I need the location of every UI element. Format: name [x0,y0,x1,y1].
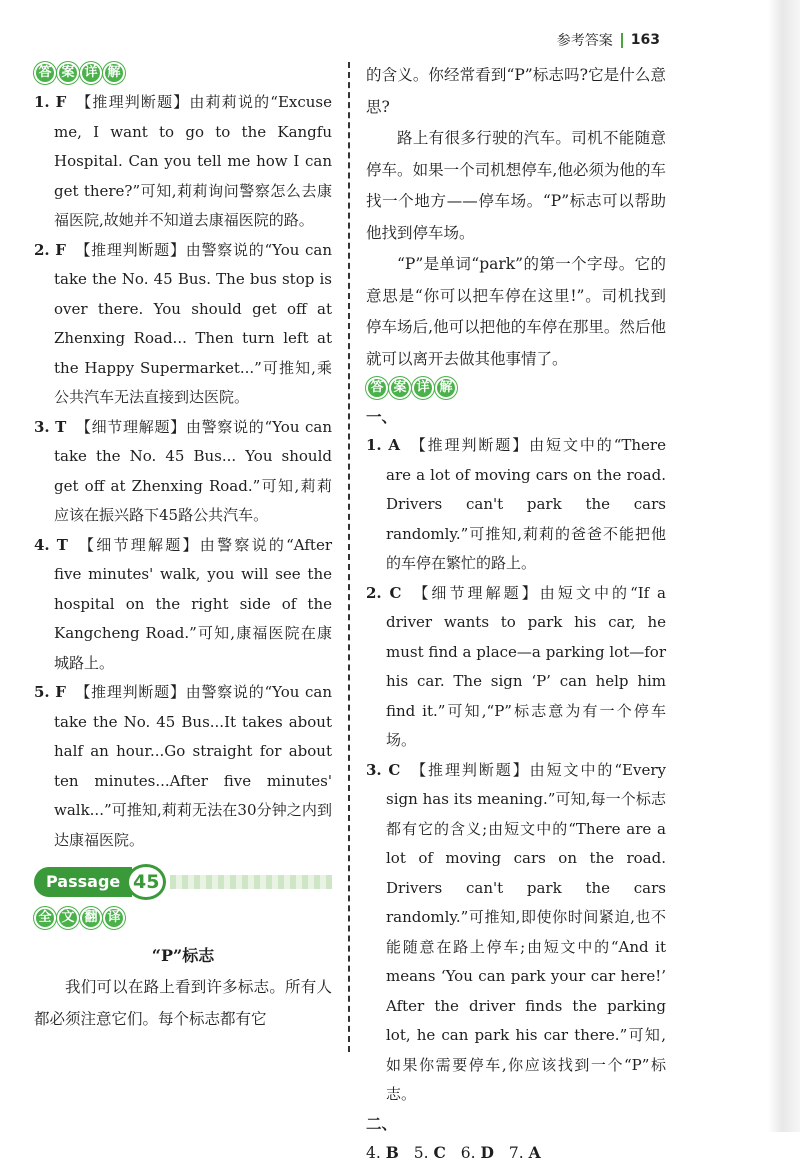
answers-tag-right [366,377,457,399]
item-answer: C [389,583,402,602]
page-number: 163 [630,32,660,48]
tag-char: 答 [34,62,56,84]
passage-banner-stripe [170,875,332,889]
item-explanation: 【推理判断题】由警察说的“You can take the No. 45 Bus. The bus stop is over there. You should get off at Zhenxing Road... Then turn left at the Happy Supermarket...”可推知,乘公共汽车无法直接到达医院。 [54,240,332,406]
answer-item [34,531,332,679]
answer-item [34,236,332,413]
tag-char: 详 [412,377,434,399]
item-answer: T [56,535,68,554]
header-section: 参考答案 [556,33,613,49]
item-answer: C [433,1142,446,1162]
item-answer: D [480,1142,494,1162]
answers-tag-left [34,62,125,84]
translation-paragraph: “P”是单词“park”的第一个字母。它的意思是“你可以把车停在这里!”。司机找到停车场后,他可以把他的车停在那里。然后他就可以离开去做其他事情了。 [366,255,666,368]
answer-item [34,88,332,236]
item-number: 1. [34,93,50,111]
tag-char: 详 [80,62,102,84]
item-number: 7. [508,1143,524,1162]
item-number: 3. [34,417,50,436]
item-explanation: 【细节理解题】由警察说的“You can take the No. 45 Bus... You should get off at Zhenxing Road.”可知,莉莉应该在振兴路下45路公共汽车。 [54,417,332,524]
item-explanation: 【细节理解题】由短文中的“If a driver wants to park his car, he must find a place—a parking lot—for his car. The sign ‘P’ can help him find it.”可知,“P”标志意为有一个停车场。 [386,583,666,749]
item-number: 2. [34,240,50,259]
answer-item [366,756,666,1110]
item-explanation: 【推理判断题】由警察说的“You can take the No. 45 Bus...It takes about half an hour...Go straight for about ten minutes...After five minutes' walk...”可推知,莉莉无法在30分钟之内到达康福医院。 [54,683,332,849]
item-number: 1. [366,436,382,454]
tag-char: 译 [103,907,125,929]
item-explanation: 【推理判断题】由短文中的“Every sign has its meaning.”可知,每一个标志都有它的含义;由短文中的“There are a lot of moving cars on the road. Drivers can't park the cars randomly.”可推知,即使你时间紧迫,也不能随意在路上停车;由短文中的“And it means ‘You can park your car here!’ After the driver finds the parking lot, he can park his car there.”可知,如果你需要停车,你应该找到一个“P”标志。 [386,760,666,1103]
item-number: 6. [460,1143,476,1162]
translation-title: “P”标志 [151,946,215,965]
item-explanation: 【推理判断题】由莉莉说的“Excuse me, I want to go to the Kangfu Hospital. Can you tell me how I can get there?”可知,莉莉询问警察怎么去康福医院,故她并不知道去康福医院的路。 [54,93,332,229]
page-header [557,30,660,50]
item-number: 5. [34,683,50,701]
item-number: 3. [366,760,382,779]
item-answer: A [528,1142,541,1162]
answer-item [34,413,332,531]
tag-char: 案 [389,377,411,399]
right-column [366,60,666,1168]
item-answer: A [388,436,400,454]
item-number: 4. [34,535,50,554]
answer-item [366,431,666,579]
item-answer: F [55,240,66,259]
passage-number: 45 [126,864,166,900]
section-two-heading: 二、 [366,1113,398,1133]
item-answer: F [55,93,67,111]
tag-char: 全 [34,907,56,929]
item-number: 4. [366,1143,381,1162]
section-one-heading: 一、 [366,407,398,426]
final-answers [366,1138,666,1168]
answer-item [34,678,332,855]
item-answer: T [55,417,67,436]
item-answer: F [55,683,66,701]
translation-paragraph: 路上有很多行驶的汽车。司机不能随意停车。如果一个司机想停车,他必须为他的车找一个地方——停车场。“P”标志可以帮助他找到停车场。 [366,129,666,242]
tag-char: 答 [366,377,388,399]
tag-char: 文 [57,907,79,929]
translation-paragraph-continued: 的含义。你经常看到“P”标志吗?它是什么意思? [366,66,666,116]
item-explanation: 【细节理解题】由警察说的“After five minutes' walk, you will see the hospital on the right side of the Kangcheng Road.”可知,康福医院在康城路上。 [54,535,332,672]
item-explanation: 【推理判断题】由短文中的“There are a lot of moving cars on the road. Drivers can't park the cars randomly.”可推知,莉莉的爸爸不能把他的车停在繁忙的路上。 [386,436,666,572]
left-column [34,60,332,1035]
tag-char: 解 [435,377,457,399]
passage-banner [34,867,332,897]
translation-paragraph: 我们可以在路上看到许多标志。所有人都必须注意它们。每个标志都有它 [34,978,332,1028]
item-number: 2. [366,583,382,602]
translation-tag [34,907,125,929]
item-number: 5. [413,1143,429,1162]
column-divider [348,62,350,1052]
item-answer: C [388,760,401,779]
tag-char: 翻 [80,907,102,929]
tag-char: 解 [103,62,125,84]
item-answer: B [385,1142,399,1162]
answer-item [366,579,666,756]
tag-char: 案 [57,62,79,84]
page-edge-shadow [720,0,800,1132]
header-separator [621,33,623,48]
passage-label: Passage [34,867,132,897]
